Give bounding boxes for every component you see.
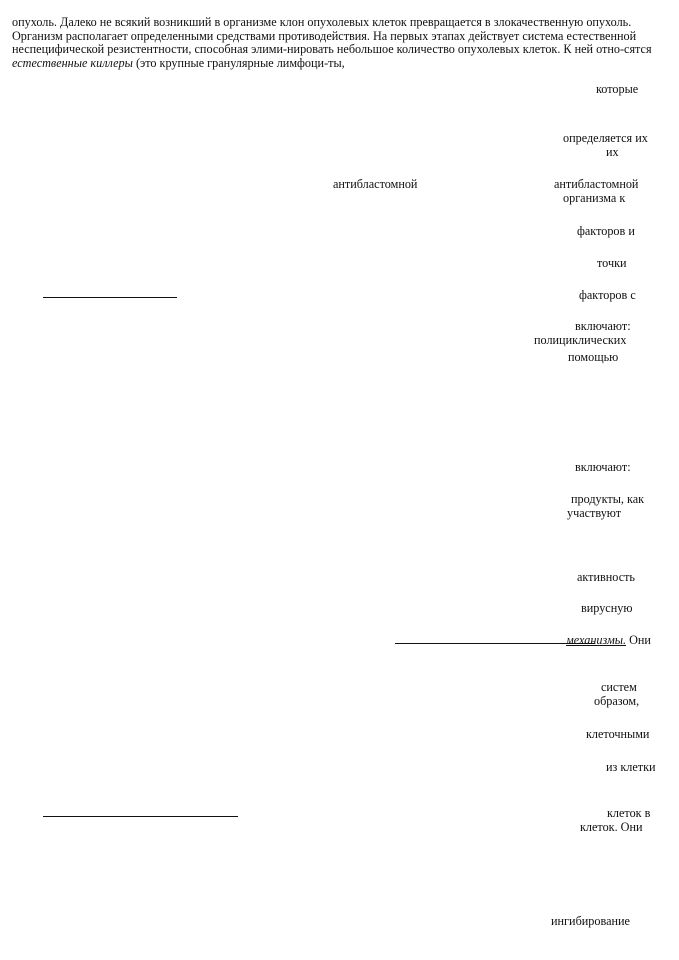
fragment-vklyuchayut-1: включают: [575, 319, 631, 333]
fragment-vklyuchayut-2: включают: [575, 460, 631, 474]
fragment-ikh: их [606, 145, 619, 159]
fragment-organizma: организма к [563, 191, 626, 205]
fragment-politsiklicheskikh: полициклических [534, 333, 627, 347]
paragraph-italic-term: естественные киллеры [12, 55, 133, 70]
fragment-pomoshchyu: помощью [568, 350, 619, 364]
fragment-produkty: продукты, как [571, 492, 645, 506]
fragment-kletok-oni: клеток. Они [580, 820, 643, 834]
fragment-kotorye: которые [596, 82, 639, 96]
fragment-tochki: точки [597, 256, 627, 270]
body-paragraph [12, 16, 667, 70]
fragment-obrazom: образом, [594, 694, 640, 708]
footnote-rule-1 [43, 297, 177, 298]
fragment-virusnuyu: вирусную [581, 601, 633, 615]
fragment-antiblastomnoy-middle: антибластомной [333, 177, 418, 191]
fragment-faktorov-i: факторов и [577, 224, 635, 238]
fragment-kletok-v: клеток в [607, 806, 651, 820]
fragment-ingibirovanie: ингибирование [551, 914, 630, 928]
fragment-kletochnymi: клеточными [586, 727, 650, 741]
paragraph-text-2: (это крупные гранулярные лимфоци-ты, [132, 55, 345, 70]
fragment-mekhanizmy-italic: механизмы. [566, 633, 627, 647]
fragment-aktivnost: активность [577, 570, 635, 584]
fragment-opredelyaetsya: определяется их [563, 131, 648, 145]
fragment-uchastvuyut: участвуют [567, 506, 622, 520]
fragment-mekhanizmy [566, 633, 651, 647]
paragraph-text-1: опухоль. Далеко не всякий возникший в организме клон опухолевых клеток превращается в злокачественную опухоль. Организм располагает определенными средствами противодействия. На первых этапах действует система естественной неспецифической резистентности, способная элими-нировать небольшое количество опухолевых клеток. К ней отно-сятся [12, 15, 652, 56]
footnote-rule-2 [43, 816, 238, 817]
underline-rule [395, 643, 595, 644]
fragment-faktorov-s: факторов с [579, 288, 636, 302]
fragment-antiblastomnoy-right: антибластомной [554, 177, 639, 191]
fragment-oni-1: Они [626, 633, 651, 647]
fragment-sistem: систем [601, 680, 637, 694]
fragment-iz-kletki: из клетки [606, 760, 656, 774]
